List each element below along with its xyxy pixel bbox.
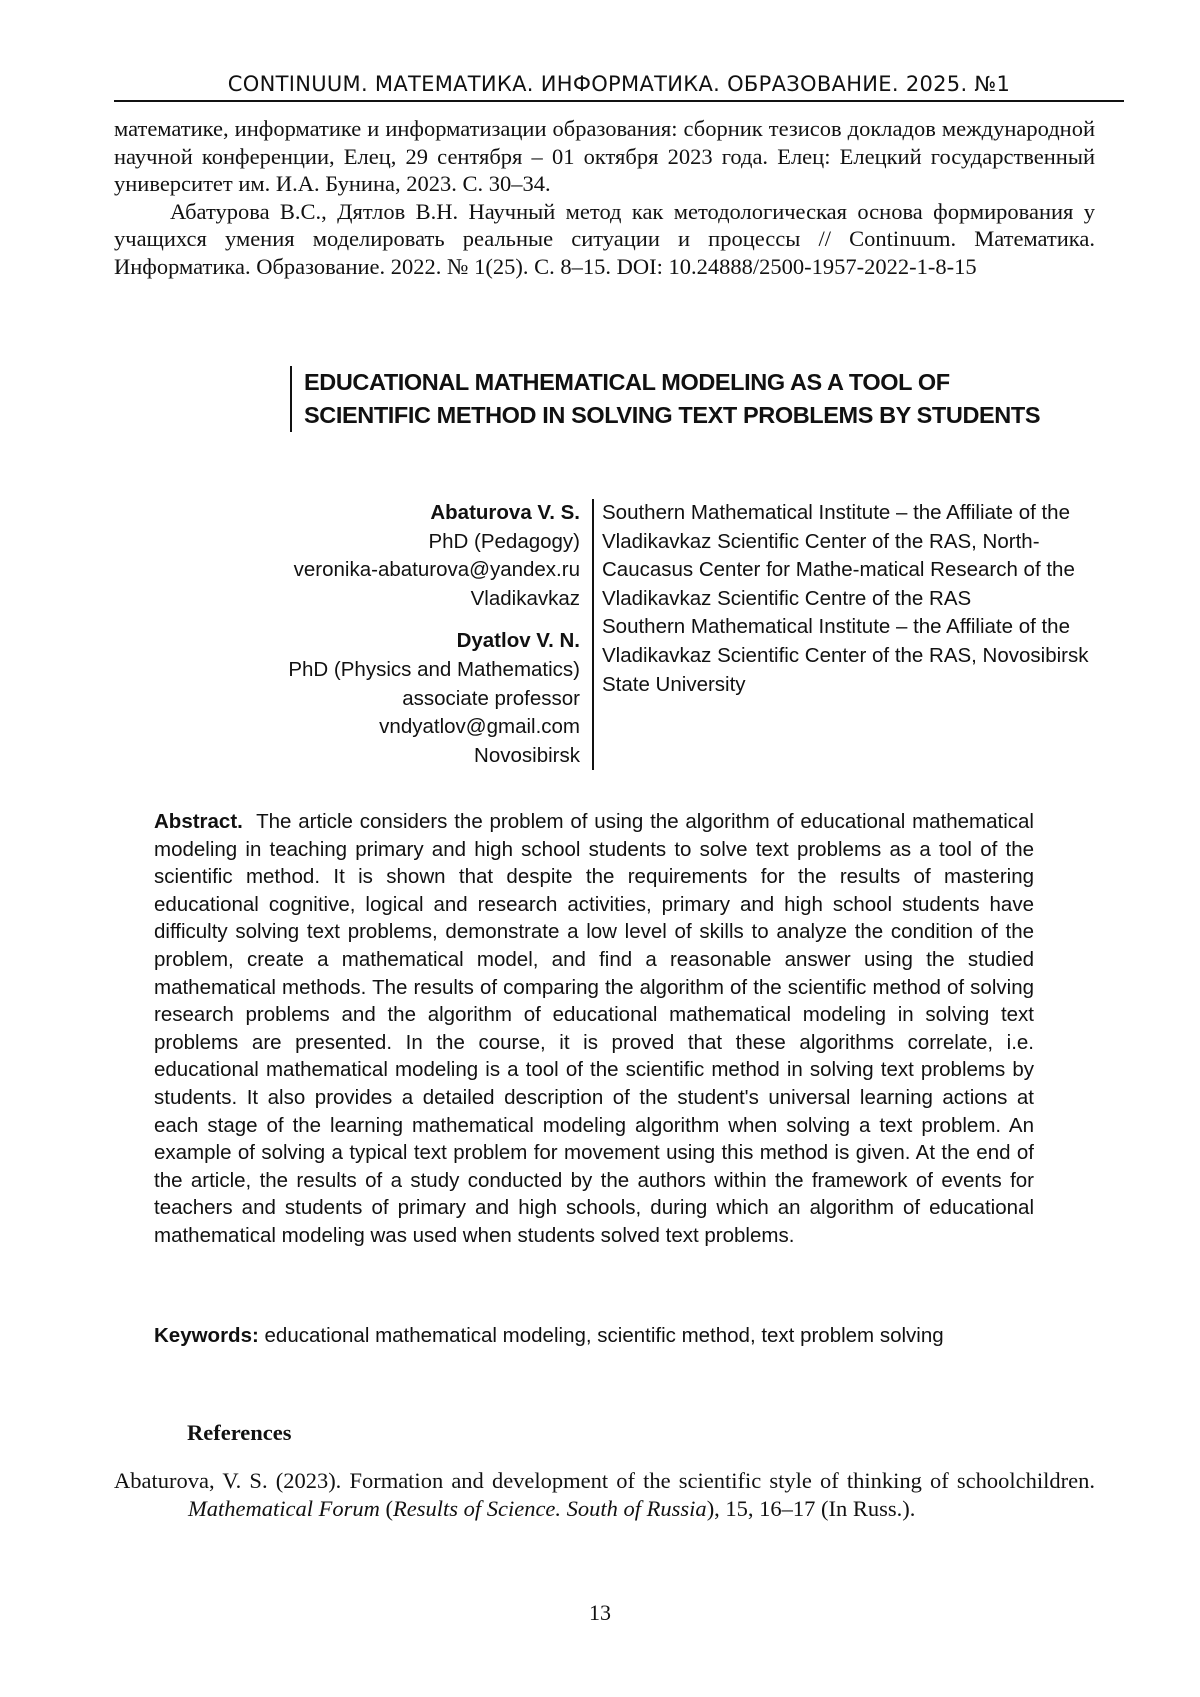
author-2-name: Dyatlov V. N. (456, 629, 580, 653)
author-1-affiliation: Southern Mathematical Institute – the Affiliate of the Vladikavkaz Scientific Center of the RAS, North-Caucasus Center for Mathe-matical Research of the Vladikavkaz Scientific Centre of the RAS (602, 501, 1075, 610)
reference-entry-1 (114, 1467, 1095, 1522)
authors-info-column (200, 499, 594, 770)
page-number: 13 (589, 1600, 611, 1625)
continued-reference-2: Абатурова В.С., Дятлов В.Н. Научный метод как методологическая основа формирования у учащихся умения моделировать реальные ситуации и процессы // Continuum. Математика. Информатика. Образование. 2022. № 1(25). С. 8–15. DOI: 10.24888/2500-1957-2022-1-8-15 (114, 198, 1095, 279)
abstract-label: Abstract. (154, 810, 243, 833)
author-1-email: veronika-abaturova@yandex.ru (293, 558, 580, 582)
author-2-email: vndyatlov@gmail.com (379, 715, 580, 739)
abstract (154, 808, 1034, 1250)
article-title: EDUCATIONAL MATHEMATICAL MODELING AS A TOOL OF SCIENTIFIC METHOD IN SOLVING TEXT PROBLEMS BY STUDENTS (290, 366, 1044, 432)
author-2-affiliation: Southern Mathematical Institute – the Affiliate of the Vladikavkaz Scientific Center of the RAS, Novosibirsk State University (602, 615, 1089, 696)
continued-references (114, 115, 1095, 280)
author-1-name: Abaturova V. S. (430, 501, 580, 524)
author-1-city: Vladikavkaz (470, 586, 580, 610)
abstract-text: The article considers the problem of using the algorithm of educational mathematical modeling in teaching primary and high school students to solve text problems as a tool of the scientific method. It is shown that despite the requirements for the results of mastering educational cognitive, logical and research activities, primary and high school students have difficulty solving text problems, demonstrate a low level of skills to analyze the condition of the problem, create a mathematical model, and find a reasonable answer using the studied mathematical methods. The results of comparing the algorithm of the scientific method of solving research problems and the algorithm of educational mathematical modeling in solving text problems are presented. In the course, it is proved that these algorithms correlate, i.e. educational mathematical modeling is a tool of the scientific method in solving text problems by students. It also provides a detailed description of the student's universal learning actions at each stage of the learning mathematical modeling algorithm when solving a text problem. An example of solving a typical text problem for movement using this method is given. At the end of the article, the results of a study conducted by the authors within the framework of events for teachers and students of primary and high schools, during which an algorithm of educational mathematical modeling was used when students solved text problems. (154, 810, 1034, 1247)
reference-tail: ), 15, 16–17 (In Russ.). (706, 1495, 916, 1521)
author-2-position: associate professor (402, 686, 580, 710)
author-1-degree: PhD (Pedagogy) (428, 529, 580, 553)
authors-affiliation-column (602, 499, 1102, 699)
keywords-text: educational mathematical modeling, scientific method, text problem solving (264, 1324, 944, 1347)
references-heading: References (187, 1420, 292, 1445)
continued-reference-1: математике, информатике и информатизации образования: сборник тезисов докладов международной научной конференции, Елец, 29 сентября – 01 октября 2023 года. Елец: Елецкий государственный университет им. И.А. Бунина, 2023. С. 30–34. (114, 116, 1095, 196)
keywords (154, 1322, 1034, 1350)
reference-separator: ( (379, 1495, 393, 1521)
author-2-degree: PhD (Physics and Mathematics) (288, 657, 580, 681)
author-2-city: Novosibirsk (474, 743, 580, 767)
keywords-label: Keywords: (154, 1324, 259, 1347)
reference-lead: Abaturova, V. S. (2023). Formation and development of the scientific style of thinking of schoolchildren. (114, 1468, 1095, 1493)
reference-journal: Mathematical Forum (188, 1495, 380, 1521)
reference-series: Results of Science. South of Russia (392, 1495, 707, 1521)
journal-header: CONTINUUM. МАТЕМАТИКА. ИНФОРМАТИКА. ОБРАЗОВАНИЕ. 2025. №1 (114, 72, 1124, 102)
